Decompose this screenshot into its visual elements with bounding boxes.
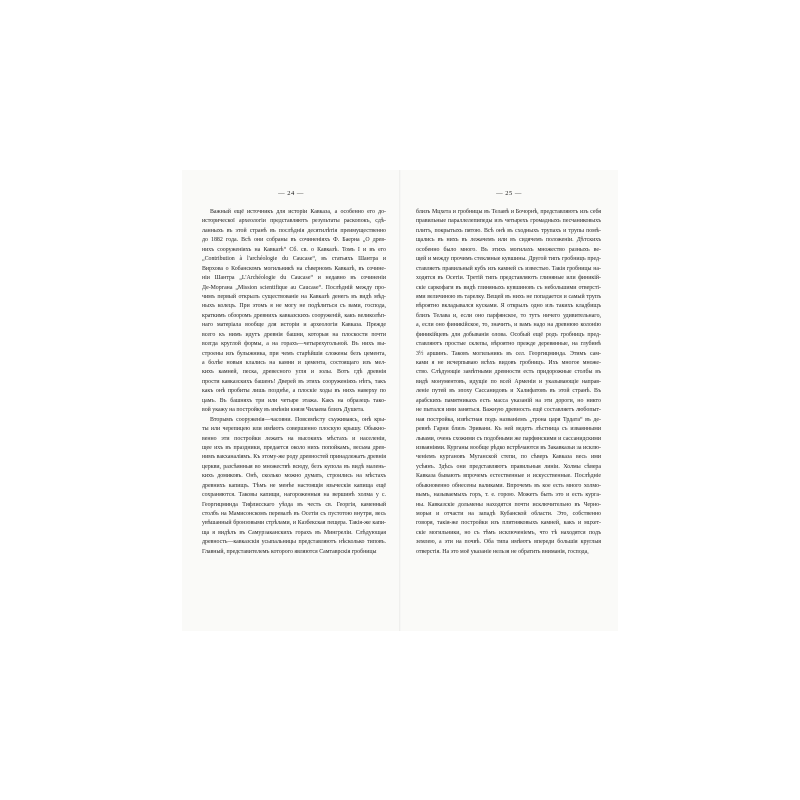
text-line: всего къ нимъ идутъ древнія башни, которыя на плоскости почти	[202, 331, 386, 338]
text-line: древнихъ капищъ. Тѣмъ не менѣе настоящія языческія капища ещё	[202, 482, 386, 489]
text-line: щались въ нихъ въ лежачемъ или въ сидячемъ положеніи. Дѣтскихъ	[416, 237, 601, 244]
text-line: ны. Кавказскіе дольмены находятся почти исключительно въ Черно-	[416, 501, 601, 508]
text-line: финикійцевъ для добыванія олова. Особый ещё родъ гробницъ пред-	[416, 331, 601, 338]
text-line: „Contribution à l'archéologie du Caucase“, въ статьяхъ Шантра и	[202, 256, 386, 263]
text-line: какъ онѣ пробиты лишь позднѣе, а плоскіе ходы въ нихъ наверху по	[202, 388, 386, 395]
text-line: усѣянъ. Здѣсь они представляютъ правильныя линіи. Холмы сѣвера	[416, 463, 601, 470]
text-line: леніе путей въ эпоху Сассанидовъ и Халифатовъ въ этой странѣ. Въ	[416, 388, 601, 395]
text-line: Вирхова о Кобанскомъ могильникѣ на сѣверномъ Кавказѣ, въ сочине-	[202, 265, 386, 272]
right-page	[400, 170, 618, 631]
left-page-number: — 24 —	[278, 190, 304, 197]
text-line: цамъ. Въ башняхъ три или четыре этажа. Какъ на образецъ тако-	[202, 397, 386, 404]
text-line: ланныхъ въ этой странѣ въ послѣднія десятилѣтія преимущественно	[202, 227, 386, 234]
text-line: наго матеріала вообще для исторіи и археологіи Кавказа. Прежде	[202, 322, 386, 329]
text-line: ныхъ колецъ. При этомъ я не могу не подѣлиться съ вами, господа,	[202, 303, 386, 310]
text-line: ями величиною въ тарелку. Вещей въ нихъ не попадается и самый трупъ	[416, 293, 601, 300]
text-line: строены изъ булыжника, при чемъ старѣйшія сложены безъ цемента,	[202, 350, 386, 357]
text-line: землею, а эти на почвѣ. Оба типа имѣютъ впереди большія круглыя	[416, 539, 601, 546]
text-line: нимъ вакханаліямъ. Къ этому-же роду древностей принадлежатъ древнія	[202, 454, 386, 461]
text-line: ніи Шантра „L'Archéologie du Caucase“ и недавно въ сочиненіи	[202, 275, 386, 282]
text-line: краткимъ обзоромъ древнихъ кавказскихъ сооруженій, какъ великолѣп-	[202, 312, 386, 319]
text-line: вой укажу на постройку въ имѣніи князя Чилаева близъ Душета.	[202, 407, 365, 414]
text-line: близъ Телава и, если оно парфянское, то тутъ ничего удивительнаго,	[416, 312, 601, 319]
text-line: Георгицминда Тифлисскаго уѣзда въ честь св. Георгія, каменный	[202, 501, 386, 508]
text-line: обыкновенно обнесены валиками. Впрочемъ въ кое есть много холмо-	[416, 482, 601, 489]
text-line: вымъ, называемыхъ горъ, т. е. горою. Можетъ быть это и есть курга-	[416, 492, 601, 499]
text-line: Вторымъ сооруженія—часовни. Повсемѣсту съуживаясь, онѣ кры-	[210, 416, 386, 423]
right-page-number: — 25 —	[496, 190, 522, 197]
text-line: ща я видѣлъ въ Самурзаканскихъ горахъ въ Мингреліи. Слѣдующая	[202, 529, 386, 536]
text-line: чимъ первый открылъ существованіе на Кавказѣ денегъ въ видѣ мѣд-	[202, 293, 386, 300]
text-line: скіе саркофаги въ видѣ глиняныхъ кувшиновъ съ небольшими отверсті-	[416, 284, 601, 291]
text-line: плитъ, покрытыхъ пятою. Всѣ онѣ въ сходныхъ трупахъ и трупы помѣ-	[416, 227, 601, 234]
text-line: арабскихъ памятникахъ есть масса указаній на эти дороги, но никто	[416, 397, 601, 404]
text-line: прости кавказскихъ башенъ! Дверей въ этихъ сооруженіяхъ нѣтъ, такъ	[202, 378, 386, 385]
text-line: историческої археологіи представляютъ результаты раскопокъ, сдѣ-	[202, 218, 386, 225]
text-line: ство. Слѣдующіе замѣтными древности есть придорожные столбы въ	[416, 369, 601, 376]
text-line: древность—кавказскія усыпальницы представляютъ нѣсколько типовъ.	[202, 539, 386, 546]
text-line: всегда круглой формы, а на горахъ—четырехугольной. Въ нихъ вы-	[202, 341, 386, 348]
text-line: ревнѣ Гарни близъ Эривани. Къ ней ведетъ лѣстница съ изваянными	[416, 426, 601, 433]
right-page-text	[416, 208, 601, 557]
text-line: нихъ сооруженіяхъ на Кавказѣ“ Сб. св. о Кавказѣ. Томъ I и въ его	[202, 246, 386, 253]
text-line: церкви, разсѣянныя во множествѣ всюду, безъ купола въ видѣ малень-	[202, 463, 386, 470]
book-spread	[182, 170, 618, 631]
text-line: Важный ещё источникъ для исторіи Кавказа, а особенно его до-	[210, 209, 386, 215]
text-line: говоря, такія-же постройки изъ плитняковыхъ камней, какъ и мцхет-	[416, 520, 601, 527]
text-line: особенно было много. Въ этихъ могилахъ множество разныхъ ве-	[416, 246, 601, 253]
text-line: близъ Мцхета и гробницы въ Телавѣ и Бочорнѣ, представляютъ изъ себя	[416, 209, 601, 215]
text-line: Кавказа бываютъ впрочемъ естественные и искусственные. Послѣдніе	[416, 473, 601, 480]
text-line: правильные параллелепипеды изъ четырехъ громадныхъ песчаниковыхъ	[416, 218, 601, 225]
text-line: щее ихъ въ праздники, предается около нихъ попойкамъ, весьма древ-	[202, 444, 386, 451]
text-line: Главный, представителемъ которого являются Самтаврскія гробницы	[202, 548, 377, 555]
text-line: столбъ на Мамисонскомъ перевалѣ въ Осетіи съ пустотою внутри, весь	[202, 511, 386, 517]
text-line: ставляетъ правильный кубъ изъ камней съ известью. Такія гробницы на-	[416, 265, 601, 272]
left-page-text	[202, 208, 386, 557]
text-line: кихъ камней, песка, древесного угля и золы. Вотъ гдѣ древнія	[202, 369, 386, 376]
text-line: ставляютъ простые склепы, вѣроятно прежде деревянные, на глубинѣ	[416, 341, 601, 348]
text-line: ходятся въ Осетіи. Третій типъ представляютъ глиняные или финикій-	[416, 275, 601, 282]
text-line: венно эти постройки лежатъ на высокихъ мѣстахъ и населеніи,	[202, 435, 386, 442]
left-page	[182, 170, 400, 631]
text-line: увѣшанный бронзовыми стрѣлами, и Казбекская пещера. Такія-же капи-	[202, 520, 386, 527]
text-line: а, если оно финикійское, то, значитъ, и вамъ надо на древнюю колонію	[416, 322, 601, 329]
text-line: ками я не исчерпываю всѣхъ видовъ гробницъ. Ихъ многое множе-	[416, 360, 601, 366]
text-line: видѣ монументовъ, идущіе по всей Арменіи и указывающіе направ-	[416, 378, 601, 385]
text-line: щей и между прочимъ стекляные кувшины. Другой типъ гробницъ пред-	[416, 256, 601, 263]
text-line: львами, очень схожими съ подобными же парфянскими и сассанидскими	[416, 435, 601, 442]
text-line: ты или черепицею или имѣютъ совершенно плоскую крышу. Обыкно-	[202, 426, 386, 433]
text-line: ная постройка, извѣстная подъ названіемъ „трона царя Трдата“ въ де-	[416, 416, 601, 423]
text-line: отверстія. На это моё указаніе нельзя не обратить вниманія, господа,	[416, 548, 589, 555]
text-line: до 1882 года. Всѣ они собраны въ сочиненіяхъ Ф. Баерна „О древ-	[202, 237, 386, 244]
text-line: скіе могильники, но съ тѣмъ исключеніемъ, что тѣ находятся подъ	[416, 529, 601, 536]
text-line: Де-Моргана „Mission scientifique au Caucase“. Послѣдній между про-	[202, 284, 386, 291]
text-line: кихъ домиковъ. Онѣ, сколько можно думать, строились на мѣстахъ	[202, 473, 386, 480]
text-line: ченіемъ кургановъ Муганской степи, по сѣверъ Кавказа весь ими	[416, 454, 601, 461]
text-line: 3½ аршинъ. Таковъ могильникъ въ сел. Георгицминда. Этимъ сам-	[416, 350, 601, 357]
text-line: изваяніями. Курганы вообще рѣдко встрѣчаются въ Закавказьи за исклю-	[416, 444, 601, 451]
text-line: а болѣе новыя клались на камни и цемента, состоящаго изъ мел-	[202, 360, 386, 366]
text-line: сохраняются. Таковы капищи, нагороженныя на вершинѣ холма у с.	[202, 492, 386, 499]
text-line: вѣроятно вкладывался кусками. Я открылъ одно изъ такихъ кладбищъ	[416, 303, 601, 310]
text-line: морьи и отчасти на западѣ Кубанской области. Это, собственно	[416, 511, 601, 517]
text-line: не пытался ими заняться. Важную древность ещё составляетъ любопыт-	[416, 407, 601, 414]
